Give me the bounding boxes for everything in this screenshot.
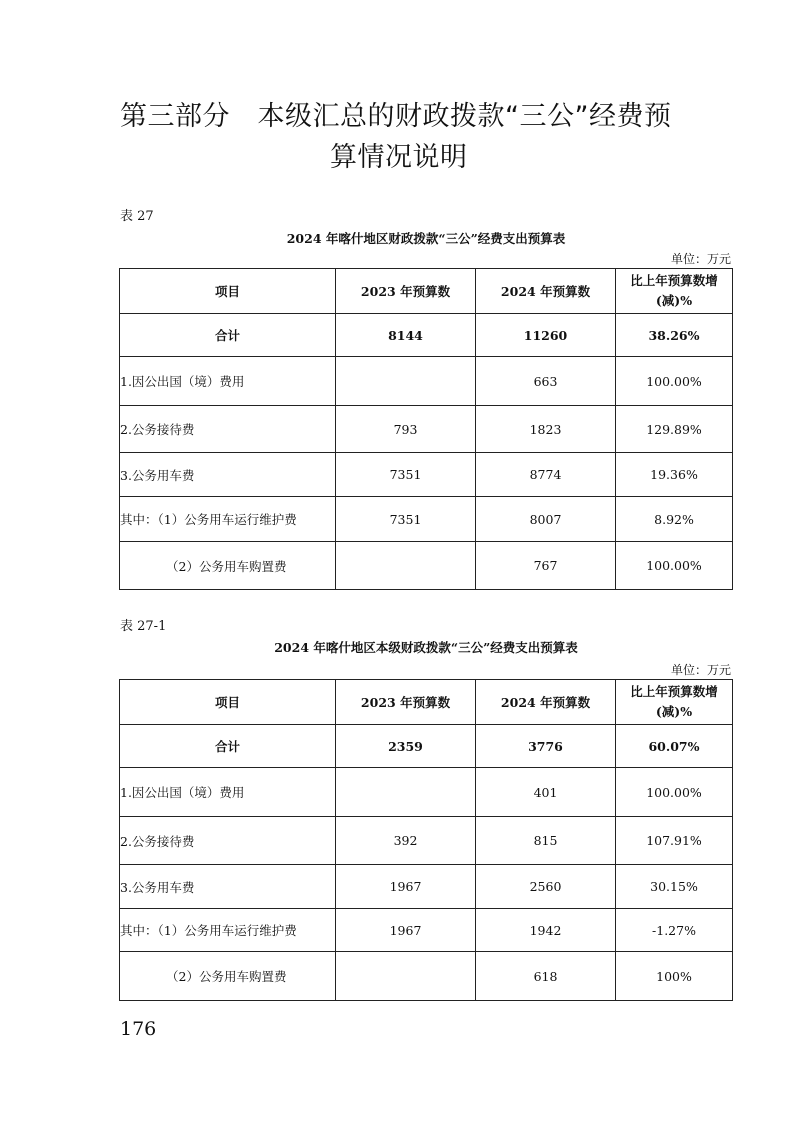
row-label: 其中：（1）公务用车运行维护费 <box>120 909 336 952</box>
table-row <box>120 453 733 497</box>
row-change: 100.00% <box>616 357 733 406</box>
header-item: 项目 <box>120 269 336 314</box>
header-2024: 2024 年预算数 <box>476 680 616 725</box>
row-change: 19.36% <box>616 453 733 497</box>
total-row <box>120 314 733 357</box>
row-2023: 392 <box>336 817 476 865</box>
total-change: 38.26% <box>616 314 733 357</box>
header-change: 比上年预算数增(减)% <box>616 680 733 725</box>
table-row <box>120 497 733 542</box>
row-label: （2）公务用车购置费 <box>120 542 336 590</box>
table-row <box>120 357 733 406</box>
row-2023 <box>336 542 476 590</box>
header-2023: 2023 年预算数 <box>336 269 476 314</box>
row-2023: 1967 <box>336 909 476 952</box>
row-change: 129.89% <box>616 406 733 453</box>
row-change: 100% <box>616 952 733 1001</box>
table-title: 2024 年喀什地区财政拨款“三公”经费支出预算表 <box>286 231 566 246</box>
row-label: 3.公务用车费 <box>120 865 336 909</box>
row-2024: 1823 <box>476 406 616 453</box>
row-change: 100.00% <box>616 542 733 590</box>
unit-label: 单位：万元 <box>670 252 731 266</box>
table-number: 表 27 <box>120 209 154 224</box>
header-item: 项目 <box>120 680 336 725</box>
total-2024: 11260 <box>476 314 616 357</box>
table-row <box>120 768 733 817</box>
row-change: 100.00% <box>616 768 733 817</box>
row-2024: 815 <box>476 817 616 865</box>
total-2023: 2359 <box>336 725 476 768</box>
row-2024: 8774 <box>476 453 616 497</box>
row-label: 2.公务接待费 <box>120 406 336 453</box>
table-number: 表 27-1 <box>120 619 167 634</box>
header-2023: 2023 年预算数 <box>336 680 476 725</box>
table-row <box>120 865 733 909</box>
table-header-row <box>120 269 733 314</box>
row-label: （2）公务用车购置费 <box>120 952 336 1001</box>
total-change: 60.07% <box>616 725 733 768</box>
table-row <box>120 909 733 952</box>
page-number: 176 <box>120 1018 157 1040</box>
row-2024: 401 <box>476 768 616 817</box>
row-2024: 8007 <box>476 497 616 542</box>
row-2023 <box>336 357 476 406</box>
row-label: 1.因公出国（境）费用 <box>120 357 336 406</box>
budget-table <box>119 679 733 1001</box>
header-change: 比上年预算数增(减)% <box>616 269 733 314</box>
row-change: 107.91% <box>616 817 733 865</box>
table-row <box>120 406 733 453</box>
table-header-row <box>120 680 733 725</box>
budget-table <box>119 268 733 590</box>
header-2024: 2024 年预算数 <box>476 269 616 314</box>
row-2024: 663 <box>476 357 616 406</box>
total-label: 合计 <box>120 314 336 357</box>
row-label: 其中：（1）公务用车运行维护费 <box>120 497 336 542</box>
row-change: -1.27% <box>616 909 733 952</box>
row-2023: 793 <box>336 406 476 453</box>
heading-line-1: 第三部分 本级汇总的财政拨款“三公”经费预 <box>120 101 672 132</box>
table-row <box>120 817 733 865</box>
total-label: 合计 <box>120 725 336 768</box>
total-2024: 3776 <box>476 725 616 768</box>
row-2023: 1967 <box>336 865 476 909</box>
row-change: 8.92% <box>616 497 733 542</box>
table-row <box>120 952 733 1001</box>
row-2023: 7351 <box>336 497 476 542</box>
row-2024: 767 <box>476 542 616 590</box>
row-change: 30.15% <box>616 865 733 909</box>
row-2024: 2560 <box>476 865 616 909</box>
heading-line-2: 算情况说明 <box>330 142 468 173</box>
row-2023 <box>336 952 476 1001</box>
row-2023 <box>336 768 476 817</box>
row-2024: 618 <box>476 952 616 1001</box>
total-2023: 8144 <box>336 314 476 357</box>
row-2024: 1942 <box>476 909 616 952</box>
table-title: 2024 年喀什地区本级财政拨款“三公”经费支出预算表 <box>274 640 578 655</box>
row-label: 2.公务接待费 <box>120 817 336 865</box>
row-label: 1.因公出国（境）费用 <box>120 768 336 817</box>
row-2023: 7351 <box>336 453 476 497</box>
total-row <box>120 725 733 768</box>
row-label: 3.公务用车费 <box>120 453 336 497</box>
table-row <box>120 542 733 590</box>
unit-label: 单位：万元 <box>670 663 731 677</box>
